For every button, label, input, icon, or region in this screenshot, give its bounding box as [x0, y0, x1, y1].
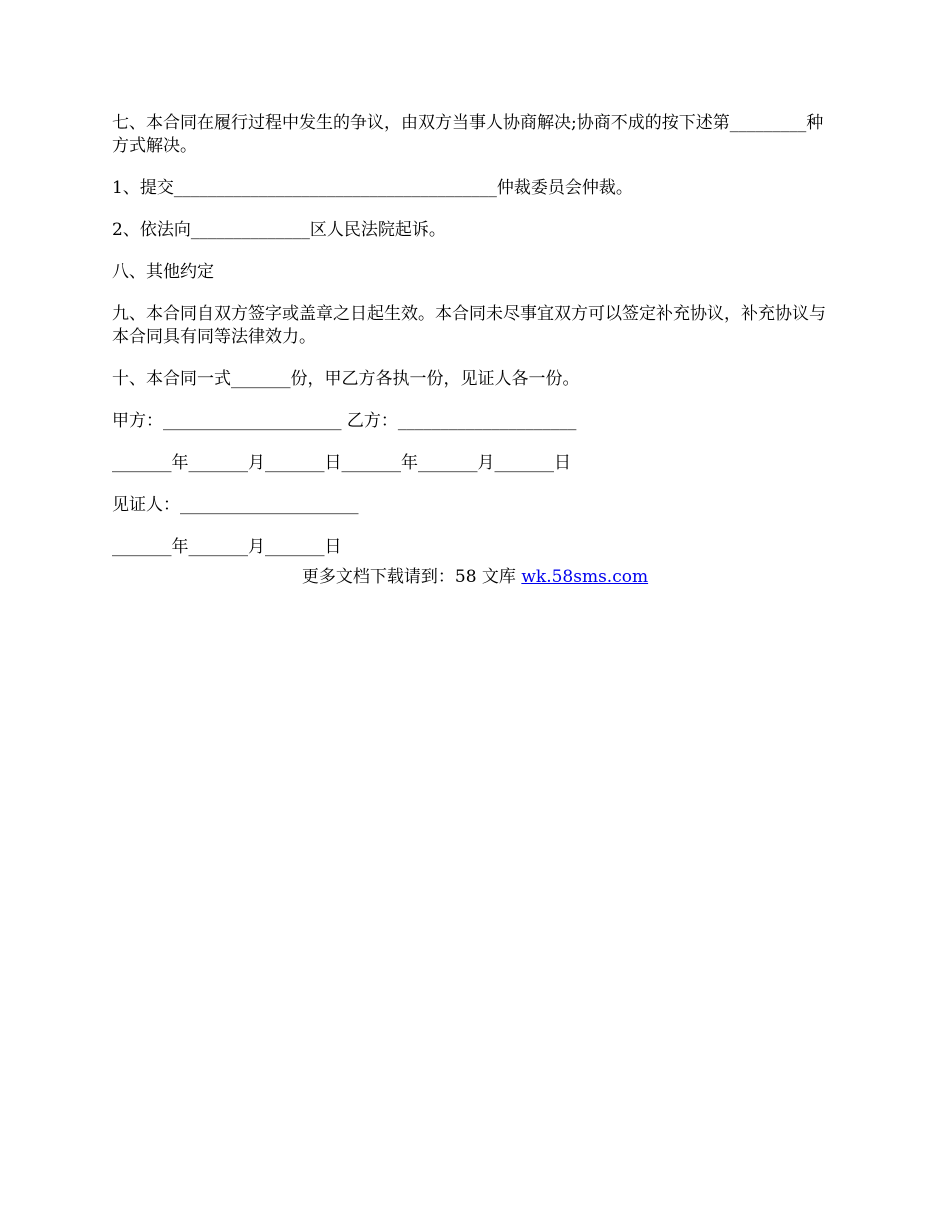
party-signature-line: 甲方：_____________________ 乙方：_____________________ — [112, 411, 577, 431]
footer-text: 更多文档下载请到：58 文库 — [301, 567, 522, 587]
clause-ten-copies: 十、本合同一式_______份，甲乙方各执一份，见证人各一份。 — [112, 369, 580, 389]
clause-eight-other-terms: 八、其他约定 — [112, 262, 214, 282]
clause-nine-effectiveness: 九、本合同自双方签字或盖章之日起生效。本合同未尽事宜双方可以签定补充协议，补充协议与本合同具有同等法律效力。 — [112, 304, 826, 347]
party-date-line: _______年_______月_______日_______年_______月_______日 — [112, 453, 571, 473]
option-arbitration: 1、提交______________________________________仲裁委员会仲裁。 — [112, 178, 633, 198]
download-footer — [0, 566, 950, 589]
document-body — [112, 112, 840, 578]
footer-link[interactable]: wk.58sms.com — [521, 567, 649, 587]
witness-date-line: _______年_______月_______日 — [112, 537, 342, 557]
option-litigation: 2、依法向______________区人民法院起诉。 — [112, 220, 446, 240]
clause-seven-dispute-resolution: 七、本合同在履行过程中发生的争议，由双方当事人协商解决;协商不成的按下述第_________种方式解决。 — [112, 113, 824, 156]
witness-signature-line: 见证人：_____________________ — [112, 495, 359, 515]
